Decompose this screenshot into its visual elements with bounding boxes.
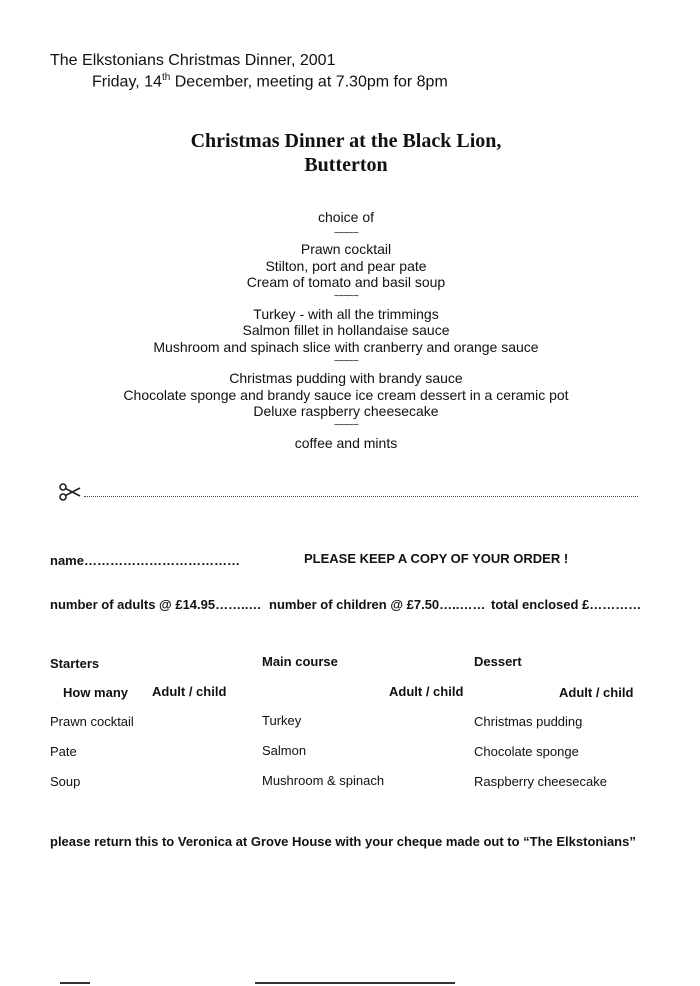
menu-separator: ~~~~~: [333, 228, 359, 239]
event-date: [92, 72, 448, 91]
starter-adult-child-label: Adult / child: [152, 684, 227, 699]
keep-copy-notice: PLEASE KEEP A COPY OF YOUR ORDER !: [304, 551, 569, 566]
name-field[interactable]: name………………………………: [50, 553, 240, 568]
main-option: Mushroom and spinach slice with cranberry and orange sauce: [153, 339, 539, 355]
event-date-prefix: Friday, 14: [92, 73, 162, 91]
scissors-icon: [58, 482, 82, 502]
dessert-option: Deluxe raspberry cheesecake: [253, 403, 439, 419]
cut-line: [58, 482, 638, 502]
event-date-suffix: December, meeting at 7.30pm for 8pm: [170, 73, 448, 91]
menu-intro: choice of: [317, 209, 375, 225]
dotted-cut-rule: [84, 496, 638, 497]
dessert-option: Christmas pudding with brandy sauce: [229, 370, 463, 386]
starters-heading: Starters: [50, 656, 100, 671]
menu-finale: coffee and mints: [294, 435, 398, 451]
menu-separator: ~~~~~: [333, 356, 359, 367]
menu-separator: ~~~~~: [333, 291, 359, 302]
starter-option: Stilton, port and pear pate: [265, 258, 427, 274]
starter-order-item: Pate: [50, 744, 77, 759]
event-title: The Elkstonians Christmas Dinner, 2001: [50, 52, 336, 69]
event-date-ordinal: th: [161, 72, 171, 83]
main-course-heading: Main course: [262, 654, 338, 669]
dessert-order-item: Christmas pudding: [474, 714, 583, 729]
how-many-label: How many: [63, 685, 129, 700]
return-instructions: please return this to Veronica at Grove House with your cheque made out to “The Elkstonians”: [50, 834, 636, 849]
dessert-order-item: Chocolate sponge: [474, 744, 579, 759]
starter-option: Cream of tomato and basil soup: [246, 274, 446, 290]
main-order-item: Turkey: [262, 713, 302, 728]
dessert-option: Chocolate sponge and brandy sauce ice cream dessert in a ceramic pot: [123, 387, 569, 403]
menu-separator: ~~~~~: [333, 420, 359, 431]
total-enclosed-field[interactable]: total enclosed £…………: [491, 597, 642, 612]
page-edge-mark: [255, 982, 455, 984]
main-option: Turkey - with all the trimmings: [253, 306, 439, 322]
starter-order-item: Prawn cocktail: [50, 714, 134, 729]
page-edge-mark: [60, 982, 90, 984]
starter-option: Prawn cocktail: [300, 241, 392, 257]
children-count-field[interactable]: number of children @ £7.50…..……: [269, 597, 486, 612]
main-order-item: Mushroom & spinach: [262, 773, 385, 788]
starter-order-item: Soup: [50, 774, 81, 789]
dinner-title: Christmas Dinner at the Black Lion,: [190, 130, 502, 152]
adults-count-field[interactable]: number of adults @ £14.95……..…: [50, 597, 262, 612]
dessert-heading: Dessert: [474, 654, 522, 669]
dinner-venue: Butterton: [304, 154, 388, 176]
dessert-adult-child-label: Adult / child: [559, 685, 634, 700]
main-option: Salmon fillet in hollandaise sauce: [242, 322, 450, 338]
main-order-item: Salmon: [262, 743, 307, 758]
main-adult-child-label: Adult / child: [389, 684, 464, 699]
dessert-order-item: Raspberry cheesecake: [474, 774, 607, 789]
